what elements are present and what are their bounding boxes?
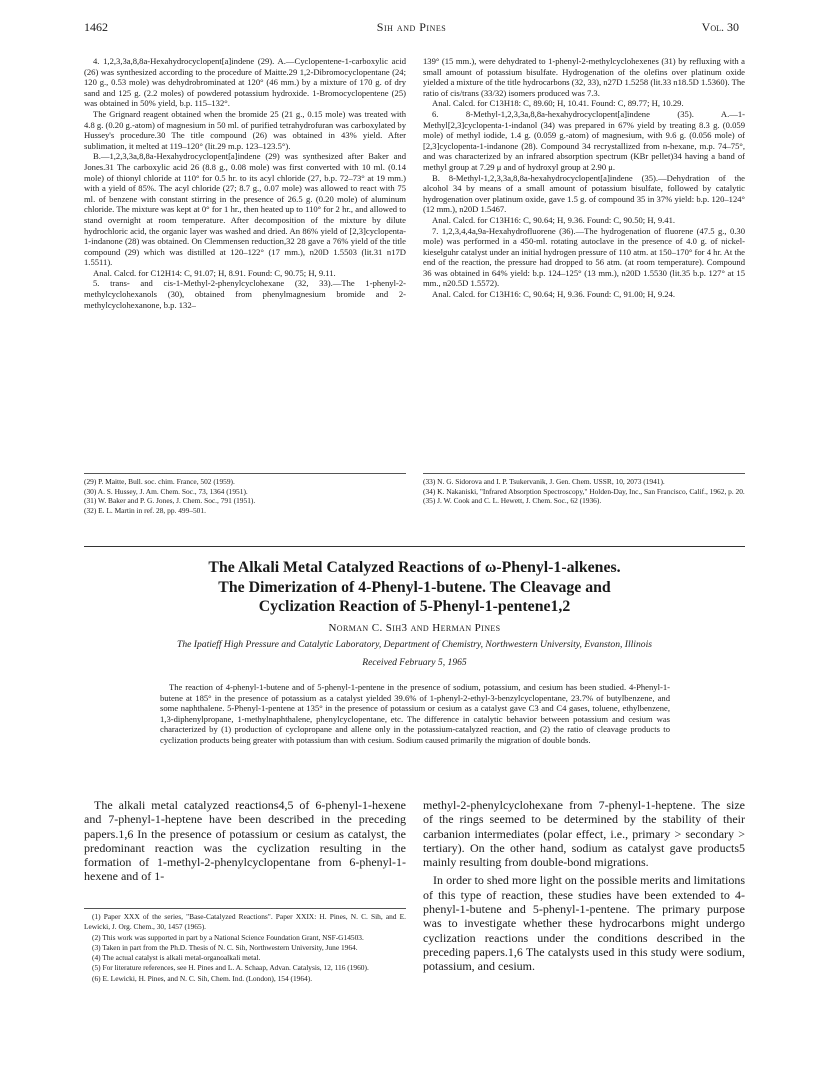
- article-footnotes: [84, 908, 406, 984]
- grignard-paragraph: The Grignard reagent obtained when the bromide 25 (21 g., 0.15 mole) was treated with 4.8 g. (0.20 g.-atom) of magnesium in 50 ml. of purified tetrahydrofuran was carboxylated by Hussey's procedure.30 The title compound (26) was obtained in 43% yield. After sublimation, it melted at 119–120° (lit.29 m.p. 123–123.5°).: [84, 108, 406, 151]
- footnote-34: (34) K. Nakaniski, "Infrared Absorption Spectroscopy," Holden-Day, Inc., San Francisco, Calif., 1962, p. 20.: [423, 486, 745, 496]
- footnote-rule: [423, 473, 745, 474]
- article-separator: [84, 546, 745, 547]
- footnotes-left: [84, 473, 406, 515]
- received-date: Received February 5, 1965: [362, 657, 467, 668]
- anal-paragraph: Anal. Calcd. for C12H14: C, 91.07; H, 8.91. Found: C, 90.75; H, 9.11.: [93, 267, 336, 278]
- section-6b-paragraph: B. 8-Methyl-1,2,3,3a,8,8a-hexahydrocyclopent[a]indene (35).—Dehydration of the alcohol 34 by means of a small amount of potassium bisulfate, followed by catalytic hydrogenation over platinum oxide, gave 1.5 g. of compound 35 in 37% yield: b.p. 120–124° (12 mm.), n20D 1.5467.: [423, 172, 745, 215]
- page-number: 1462: [84, 20, 108, 34]
- footnotes-right: [423, 473, 745, 506]
- volume-label: Vol. 30: [701, 20, 739, 34]
- section-6-paragraph: 6. 8-Methyl-1,2,3,3a,8,8a-hexahydrocyclopent[a]indene (35). A.—1-Methyl[2,3]cyclopenta-1-indanol (34) was prepared in 67% yield by treating 8.3 g. (0.059 mole) of methyl iodide, 1.4 g. (0.059 g.-atom) of magnesium, with 9.6 g. (0.056 mole) of [2,3]cyclopenta-1-indanone (28). Compound 34 recrystallized from n-hexane, m.p. 74–75°, and was characterized by an infrared absorption spectrum (KBr pellet)34 having a band of methyl group at 7.29 μ and of hydroxyl group at 2.90 μ.: [423, 108, 745, 172]
- footnote-30: (30) A. S. Hussey, J. Am. Chem. Soc., 73, 1364 (1951).: [84, 486, 248, 496]
- footnote-35: (35) J. W. Cook and C. L. Hewett, J. Chem. Soc., 62 (1936).: [423, 496, 602, 506]
- footnote-33: (33) N. G. Sidorova and I. P. Tsukervanik, J. Gen. Chem. USSR, 10, 2073 (1941).: [423, 477, 665, 486]
- experimental-left-column: [84, 56, 406, 310]
- section-4b-paragraph: B.—1,2,3,3a,8,8a-Hexahydrocyclopent[a]indene (29) was synthesized after Baker and Jones.31 The carboxylic acid 26 (8.8 g., 0.08 mole) was first converted with 10 ml. (0.14 mole) of thionyl chloride at 110° for 0.5 hr. to its acyl chloride (27, b.p. 72–73° at 19 mm.) with a yield of 85%. The acyl chloride (27; 8.7 g., 0.07 mole) was allowed to react with 75 ml. of benzene with constant stirring in the presence of 26.5 g. (0.20 mole) of aluminum chloride. The mixture was kept at 0° for 1 hr., then heated up to 110° for 2 hr., and allowed to stand overnight at room temperature. After decomposition of the mixture by dilute hydrochloric acid, the organic layer was washed and dried. An 86% yield of [2,3]cyclopenta-1-indanone (28) was obtained. On Clemmensen reduction,32 28 gave a 76% yield of the title compound (29) which was distilled at 120–122° (17 mm.), n20D 1.5503 (lit.31 n17D 1.5511).: [84, 151, 406, 268]
- anal-paragraph: Anal. Calcd. for C13H16: C, 90.64; H, 9.36. Found: C, 91.00; H, 9.24.: [432, 289, 676, 300]
- title-line: The Alkali Metal Catalyzed Reactions of ω-Phenyl-1-alkenes.: [208, 559, 621, 576]
- section-5-paragraph: 5. trans- and cis-1-Methyl-2-phenylcyclohexane (32, 33).—The 1-phenyl-2-methylcyclohexanols (30), obtained from phenylmagnesium bromide and 2-methylcyclohexanone, b.p. 132–: [84, 278, 406, 310]
- footnote-1: (1) Paper XXX of the series, "Base-Catalyzed Reactions". Paper XXIX: H. Pines, N. C. Sih, and E. Lewicki, J. Org. Chem., 30, 1457 (1965).: [84, 912, 406, 932]
- body-right-column: [423, 798, 745, 974]
- title-line: The Dimerization of 4-Phenyl-1-butene. The Cleavage and: [218, 578, 611, 596]
- footnote-5: (5) For literature references, see H. Pines and L. A. Schaap, Advan. Catalysis, 12, 116 (1960).: [92, 963, 369, 973]
- section-7-paragraph: 7. 1,2,3,4,4a,9a-Hexahydrofluorene (36).—The hydrogenation of fluorene (47.5 g., 0.30 mole) was performed in a 450-ml. rotating autoclave in the presence of 4.0 g. of nickel-kieselguhr catalyst under an initial hydrogen pressure of 110 atm. at 150–170° for 4 hr. At the end of the reaction, the pressure had dropped to 56 atm. (at room temperature). Compound 36 was obtained in 64% yield: b.p. 124–125° (13 mm.), n20D 1.5530 (lit.35 b.p. 127° at 15 mm., n20.5D 1.5572).: [423, 225, 745, 289]
- intro-paragraph: In order to shed more light on the possible merits and limitations of this type of reaction, these studies have been extended to 4-phenyl-1-butene and 5-phenyl-1-pentene. The primary purpose was to investigate whether these hydrocarbons might undergo cyclization reactions under the conditions described in the preceding papers.1,6 The catalysts used in this study were sodium, potassium, and cesium.: [423, 873, 745, 974]
- footnote-6: (6) E. Lewicki, H. Pines, and N. C. Sih, Chem. Ind. (London), 154 (1964).: [92, 973, 313, 983]
- intro-paragraph-continued: methyl-2-phenylcyclohexane from 7-phenyl-1-heptene. The size of the rings seemed to be determined by the stability of their carbanion intermediates (polar effect, i.e., primary > secondary > tertiary). On the other hand, sodium as catalyst gave products5 mainly resulting from double-bond migrations.: [423, 798, 745, 870]
- section-5-continued: 139° (15 mm.), were dehydrated to 1-phenyl-2-methylcyclohexenes (31) by refluxing with a small amount of potassium bisulfate. Hydrogenation of the olefins over platinum oxide yielded a mixture of the title hydrocarbons (32, 33), n27D 1.5258 (lit.33 n18.5D 1.5360). The ratio of cis/trans (33/32) isomers produced was 7.3.: [423, 56, 745, 98]
- footnote-4: (4) The actual catalyst is alkali metal-organoalkali metal.: [92, 953, 261, 963]
- article-title: [84, 558, 745, 617]
- footnote-rule: [84, 908, 406, 909]
- footnote-3: (3) Taken in part from the Ph.D. Thesis of N. C. Sih, Northwestern University, June 1964.: [92, 942, 358, 952]
- footnote-2: (2) This work was supported in part by a National Science Foundation Grant, NSF-G14503.: [92, 932, 364, 942]
- running-title: Sih and Pines: [376, 20, 447, 34]
- intro-paragraph: The alkali metal catalyzed reactions4,5 of 6-phenyl-1-hexene and 7-phenyl-1-heptene have been described in the preceding papers.1,6 In the presence of potassium or cesium as catalyst, the predominant reaction was the cyclization resulting in the formation of 1-methyl-2-phenylcyclopentane from 6-phenyl-1-hexene and of 1-: [84, 798, 406, 884]
- anal-paragraph: Anal. Calcd. for C13H18: C, 89.60; H, 10.41. Found: C, 89.77; H, 10.29.: [432, 98, 684, 109]
- affiliation: The Ipatieff High Pressure and Catalytic Laboratory, Department of Chemistry, Northwestern University, Evanston, Illinois: [177, 639, 652, 650]
- body-left-column: [84, 798, 406, 884]
- experimental-right-column: [423, 56, 745, 300]
- footnote-31: (31) W. Baker and P. G. Jones, J. Chem. Soc., 791 (1951).: [84, 496, 256, 506]
- title-line: Cyclization Reaction of 5-Phenyl-1-pentene1,2: [258, 598, 571, 615]
- author-line: Norman C. Sih3 and Herman Pines: [328, 622, 501, 634]
- anal-paragraph: Anal. Calcd. for C13H16: C, 90.64; H, 9.36. Found: C, 90.50; H, 9.41.: [432, 214, 676, 225]
- footnote-rule: [84, 473, 406, 474]
- abstract: The reaction of 4-phenyl-1-butene and of 5-phenyl-1-pentene in the presence of sodium, potassium, and cesium has been studied. 4-Phenyl-1-butene at 185° in the presence of potassium as a catalyst yielded 39.6% of 1-phenyl-2-ethyl-3-benzylcyclopentane, 23.7% of butylbenzene, and some naphthalene. 5-Phenyl-1-pentene at 135° in the presence of potassium or cesium as a catalyst gave C3 and C4 gases, toluene, ethylbenzene, 1,3-diphenylpropane, 1-methylnaphthalene, phenylcyclopentane, etc. The difference in catalytic behavior between potassium and cesium was characterized by (1) production of cyclopropane and allene only in the potassium-catalyzed reaction, and (2) the ratio of cleavage products to cyclization products being greater with potassium than with cesium. Sodium caused primarily the migration of double bonds.: [160, 682, 670, 745]
- section-4-paragraph: 4. 1,2,3,3a,8,8a-Hexahydrocyclopent[a]indene (29). A.—Cyclopentene-1-carboxylic acid (26) was synthesized according to the procedure of Maitte.29 1,2-Dibromocyclopentane (24; 120 g., 0.53 mole) was dehydrobrominated at 120° (46 mm.) by a mixture of 170 g. of dry sand and 125 g. (2.2 moles) of powdered potassium hydroxide. 1-Bromocyclopentene (25) was obtained in 50% yield, b.p. 115–132°.: [84, 56, 406, 109]
- footnote-29: (29) P. Maitte, Bull. soc. chim. France, 502 (1959).: [84, 477, 235, 486]
- running-header: [84, 20, 739, 36]
- footnote-32: (32) E. L. Martin in ref. 28, pp. 499–501.: [84, 505, 206, 515]
